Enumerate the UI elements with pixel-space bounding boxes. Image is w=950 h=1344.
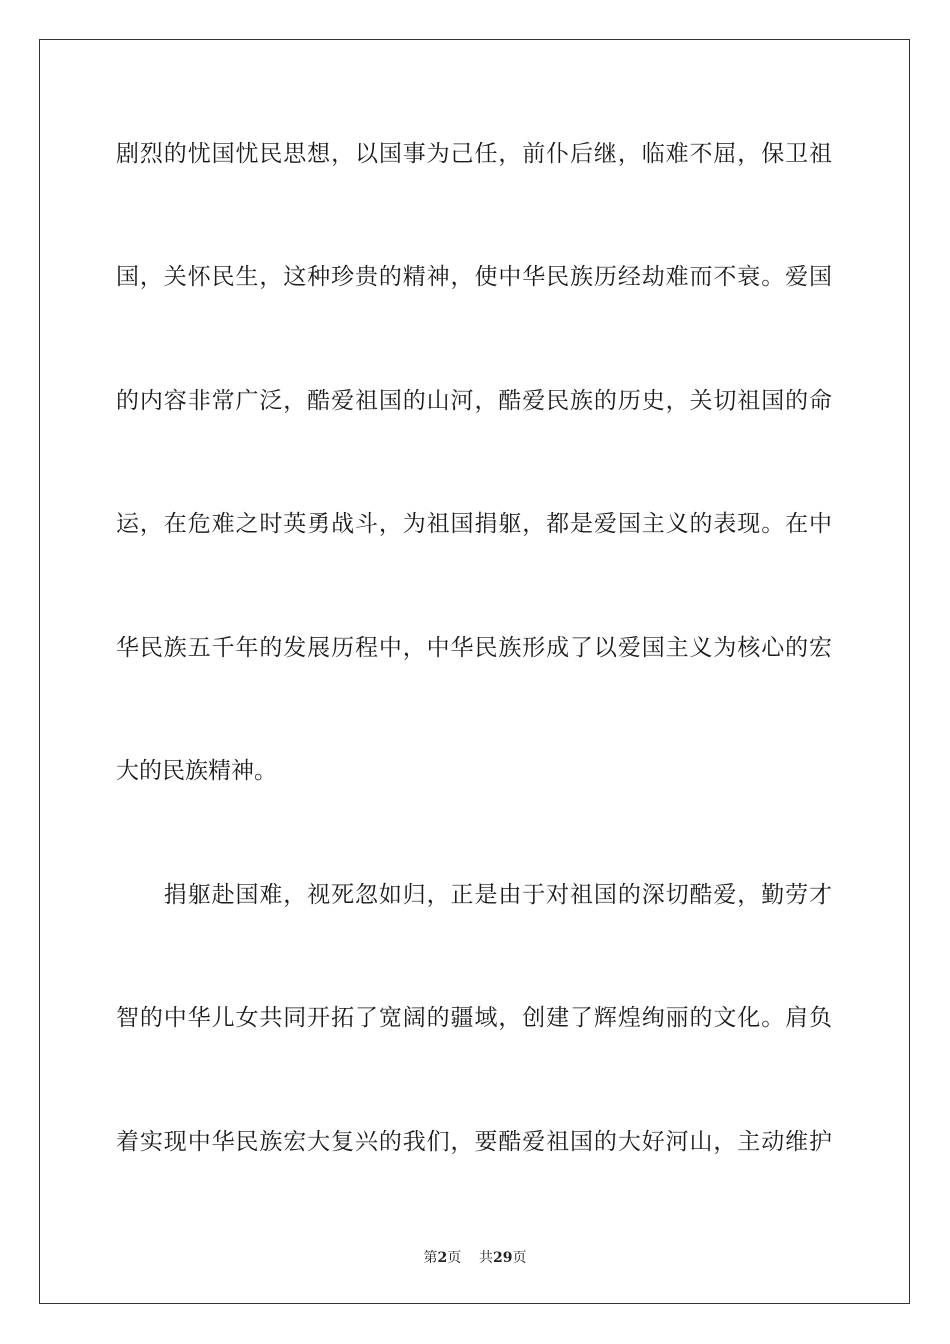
paragraph-1-line-1: 剧烈的忧国忧民思想，以国事为己任，前仆后继，临难不屈，保卫祖 bbox=[116, 141, 832, 167]
footer-page-prefix: 第 bbox=[423, 1250, 438, 1266]
footer-page-suffix: 页 bbox=[447, 1250, 462, 1266]
page-border bbox=[39, 39, 910, 1304]
paragraph-2-line-3: 着实现中华民族宏大复兴的我们，要酷爱祖国的大好河山，主动维护 bbox=[116, 1129, 832, 1155]
paragraph-1-line-4: 运，在危难之时英勇战斗，为祖国捐躯，都是爱国主义的表现。在中 bbox=[116, 511, 832, 537]
footer-total-suffix: 页 bbox=[512, 1250, 527, 1266]
footer-page-number: 2 bbox=[437, 1250, 448, 1266]
footer-total-prefix: 共 bbox=[479, 1250, 494, 1266]
paragraph-1-line-6: 大的民族精神。 bbox=[116, 758, 277, 784]
paragraph-2-line-2: 智的中华儿女共同开拓了宽阔的疆域，创建了辉煌绚丽的文化。肩负 bbox=[116, 1005, 832, 1031]
page-footer bbox=[0, 1247, 950, 1267]
paragraph-1-line-3: 的内容非常广泛，酷爱祖国的山河，酷爱民族的历史，关切祖国的命 bbox=[116, 388, 832, 414]
paragraph-1-line-5: 华民族五千年的发展历程中，中华民族形成了以爱国主义为核心的宏 bbox=[116, 635, 832, 661]
footer-total-pages: 29 bbox=[493, 1250, 513, 1266]
paragraph-1-line-2: 国，关怀民生，这种珍贵的精神，使中华民族历经劫难而不衰。爱国 bbox=[116, 264, 832, 290]
paragraph-2-line-1: 捐躯赴国难，视死忽如归，正是由于对祖国的深切酷爱，勤劳才 bbox=[116, 882, 832, 908]
